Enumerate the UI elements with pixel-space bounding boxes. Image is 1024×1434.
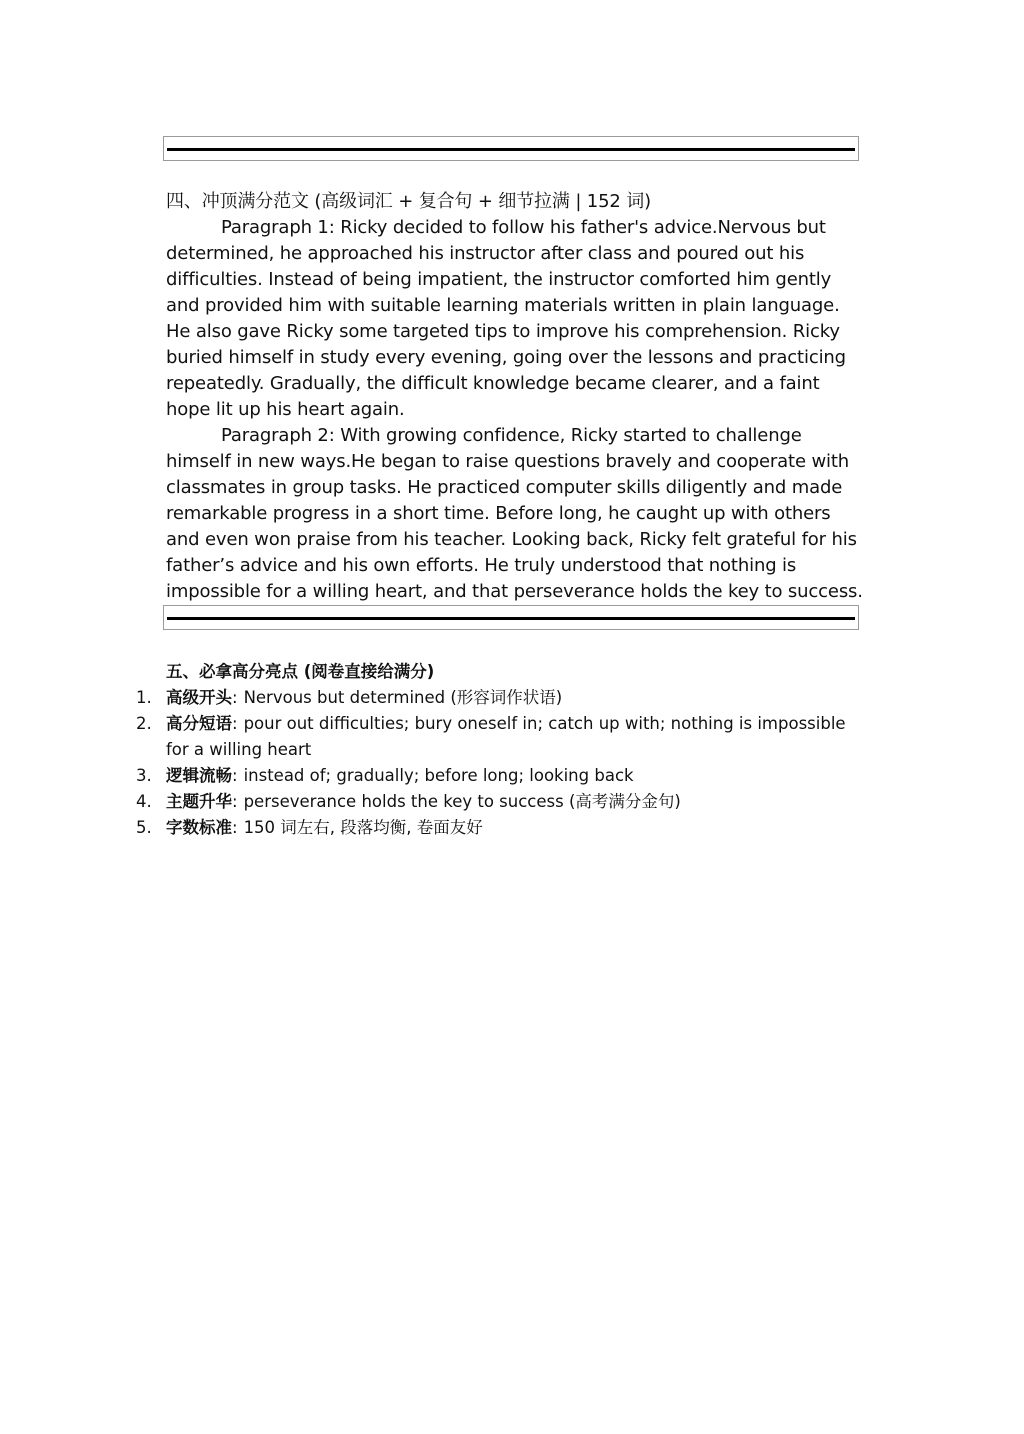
highlights-section: [136, 659, 846, 841]
list-item-term: 高分短语: [166, 714, 232, 733]
list-item-number: 2.: [136, 714, 152, 733]
list-item: [136, 685, 846, 711]
list-item-separator: :: [232, 688, 238, 707]
list-item-separator: :: [232, 714, 238, 733]
list-item: [136, 711, 846, 763]
list-item-text: Nervous but determined (形容词作状语): [243, 688, 563, 707]
list-item-separator: :: [232, 818, 238, 837]
list-item-term: 字数标准: [166, 818, 232, 837]
list-item-text: perseverance holds the key to success (高考满分金句): [243, 792, 681, 811]
list-item-number: 4.: [136, 792, 152, 811]
list-item-number: 3.: [136, 766, 152, 785]
top-divider: [163, 136, 859, 161]
list-item-term: 高级开头: [166, 688, 232, 707]
model-essay-section: [166, 189, 866, 605]
list-item: [136, 815, 846, 841]
bottom-divider: [163, 605, 859, 630]
essay-paragraph-1: Paragraph 1: Ricky decided to follow his father's advice.Nervous but determined, he approached his instructor after class and poured out his difficulties. Instead of being impatient, the instructor comforted him gently and provided him with suitable learning materials written in plain language. He also gave Ricky some targeted tips to improve his comprehension. Ricky buried himself in study every evening, going over the lessons and practicing repeatedly. Gradually, the difficult knowledge became clearer, and a faint hope lit up his heart again.: [166, 217, 846, 420]
list-item-separator: :: [232, 766, 238, 785]
list-item-separator: :: [232, 792, 238, 811]
list-item-term: 主题升华: [166, 792, 232, 811]
highlights-list: [136, 685, 846, 841]
bottom-divider-line: [167, 617, 855, 620]
list-item: [136, 789, 846, 815]
list-item-number: 1.: [136, 688, 152, 707]
list-item-text: 150 词左右, 段落均衡, 卷面友好: [243, 818, 483, 837]
top-divider-line: [167, 148, 855, 151]
list-item-number: 5.: [136, 818, 152, 837]
list-item-term: 逻辑流畅: [166, 766, 232, 785]
highlights-heading: 五、必拿高分亮点 (阅卷直接给满分): [166, 662, 435, 681]
list-item-text: instead of; gradually; before long; looking back: [243, 766, 634, 785]
list-item: [136, 763, 846, 789]
essay-paragraph-2: Paragraph 2: With growing confidence, Ricky started to challenge himself in new ways.He began to raise questions bravely and cooperate with classmates in group tasks. He practiced computer skills diligently and made remarkable progress in a short time. Before long, he caught up with others and even won praise from his teacher. Looking back, Ricky felt grateful for his father’s advice and his own efforts. He truly understood that nothing is impossible for a willing heart, and that perseverance holds the key to success.: [166, 425, 863, 602]
list-item-text: pour out difficulties; bury oneself in; catch up with; nothing is impossible for a willing heart: [166, 714, 846, 759]
model-essay-heading: 四、冲顶满分范文 (高级词汇 + 复合句 + 细节拉满 | 152 词): [166, 191, 652, 212]
